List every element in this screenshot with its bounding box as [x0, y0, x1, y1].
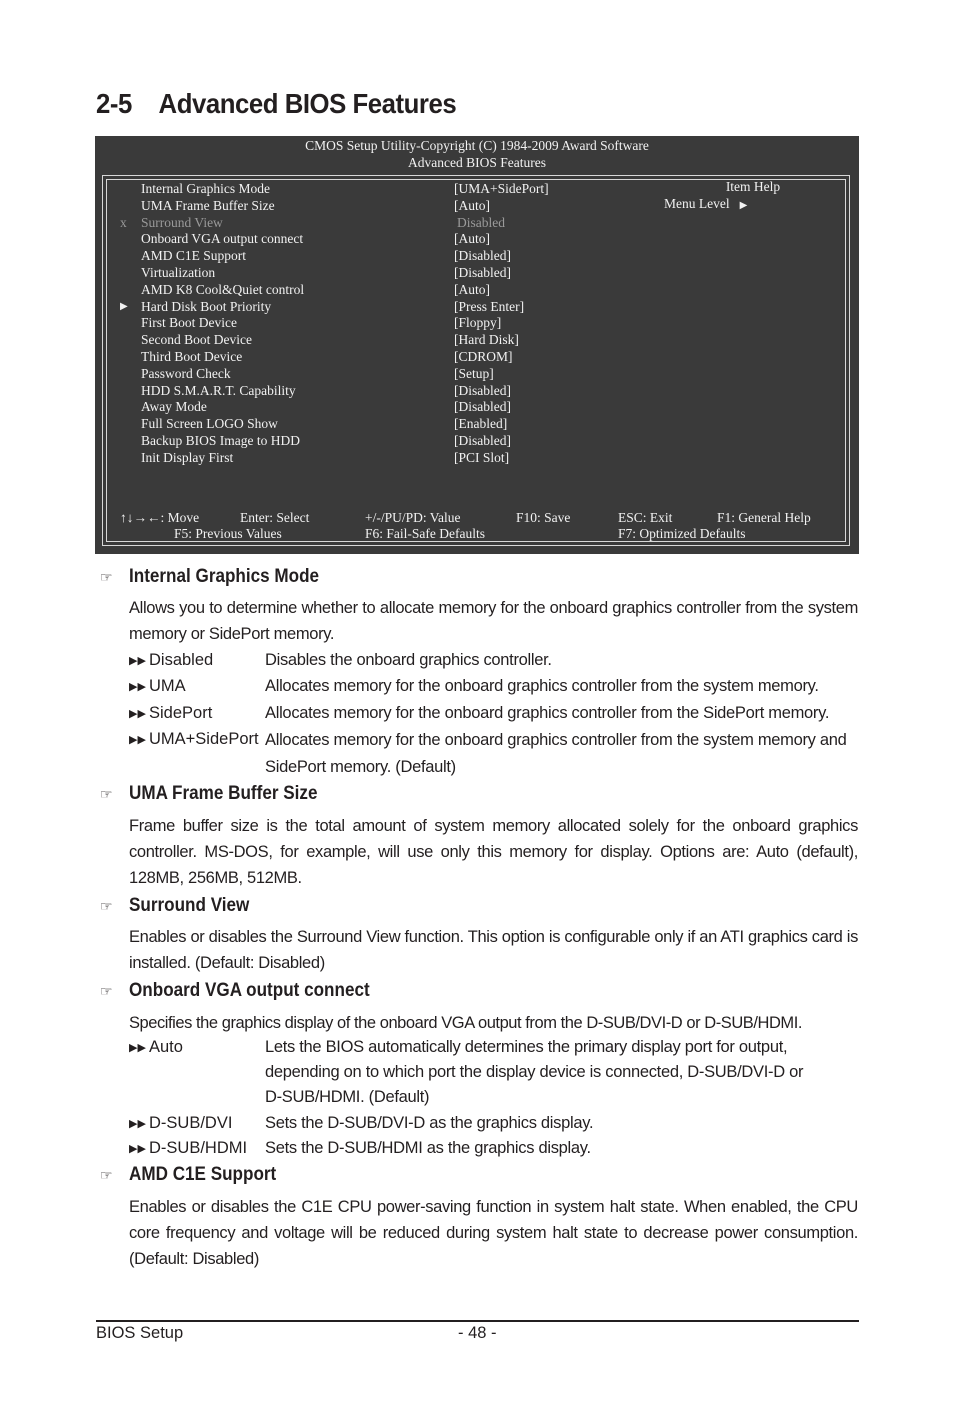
- bios-setting-value[interactable]: [Auto]: [454, 231, 490, 247]
- section-number: 2-5: [96, 88, 132, 119]
- option-description: Lets the BIOS automatically determines the primary display port for output, depending on to which port the display device is connected, D-SUB/DVI-D or D-SUB/HDMI. (Default): [265, 1038, 804, 1106]
- option-item: ▶▶ UMA+SidePort: [129, 727, 259, 753]
- internal-graphics-description: Allows you to determine whether to allocate memory for the onboard graphics controller from the system memory or SidePort memory.: [129, 599, 858, 643]
- triangle-right-icon: ▶: [739, 200, 748, 211]
- option-description: Allocates memory for the onboard graphics controller from the system memory.: [265, 677, 819, 695]
- bios-setting-value[interactable]: [Floppy]: [454, 315, 502, 331]
- bios-setting-label: Full Screen LOGO Show: [141, 416, 278, 432]
- option-description: Disables the onboard graphics controller.: [265, 651, 552, 669]
- help-menu-level-label: Menu Level: [664, 196, 730, 211]
- row-marker: x: [120, 214, 127, 230]
- pointing-hand-icon: ☞: [100, 983, 113, 999]
- key-move: ↑↓→←: Move: [120, 510, 200, 525]
- option-description: Sets the D-SUB/HDMI as the graphics display.: [265, 1139, 591, 1157]
- footer-rule: [96, 1320, 859, 1322]
- pointing-hand-icon: ☞: [100, 786, 113, 802]
- option-item: ▶▶ D-SUB/HDMI: [129, 1136, 247, 1162]
- onboard-vga-description: Specifies the graphics display of the onboard VGA output from the D-SUB/DVI-D or D-SUB/HDMI.: [129, 1014, 802, 1032]
- pointing-hand-icon: ☞: [100, 1167, 113, 1183]
- bios-setting-label: AMD K8 Cool&Quiet control: [141, 281, 305, 297]
- option-description: Sets the D-SUB/DVI-D as the graphics display.: [265, 1114, 594, 1132]
- submenu-triangle-icon: ▶: [120, 300, 128, 312]
- pointing-hand-icon: ☞: [100, 569, 113, 585]
- surround-view-description: Enables or disables the Surround View function. This option is configurable only if an ATI graphics card is installed. (Default: Disabled): [129, 928, 858, 972]
- fast-forward-icon: ▶▶: [129, 1143, 146, 1155]
- bios-setting-label: Second Boot Device: [141, 332, 252, 348]
- bios-setting-label: Password Check: [141, 365, 231, 381]
- bios-setting-value[interactable]: [PCI Slot]: [454, 449, 510, 465]
- bios-copyright: CMOS Setup Utility-Copyright (C) 1984-2009 Award Software: [305, 138, 649, 153]
- key-value: +/-/PU/PD: Value: [365, 510, 461, 525]
- bios-setting-value[interactable]: [Disabled]: [454, 382, 511, 398]
- bios-setting-value[interactable]: [UMA+SidePort]: [454, 181, 549, 196]
- bios-setting-label: HDD S.M.A.R.T. Capability: [141, 382, 296, 398]
- option-description: Allocates memory for the onboard graphics controller from the SidePort memory.: [265, 704, 830, 722]
- bios-setting-value[interactable]: [Setup]: [454, 365, 494, 381]
- bios-setting-value[interactable]: [Auto]: [454, 197, 490, 213]
- bios-setting-label: Internal Graphics Mode: [141, 181, 270, 196]
- amd-c1e-description: Enables or disables the C1E CPU power-saving function in system halt state. When enabled, the CPU core frequency and voltage will be reduced during system halt state to decrease power consumption. (Default: Disabled): [129, 1198, 858, 1268]
- pointing-hand-icon: ☞: [100, 898, 113, 914]
- option-item: ▶▶ Auto: [129, 1035, 183, 1061]
- fast-forward-icon: ▶▶: [129, 1042, 146, 1054]
- bios-setting-label: Backup BIOS Image to HDD: [141, 433, 300, 448]
- option-item: ▶▶ SidePort: [129, 701, 212, 727]
- bios-setting-value[interactable]: [Disabled]: [454, 265, 511, 280]
- option-item: ▶▶ Disabled: [129, 648, 213, 674]
- bios-setting-label: Away Mode: [141, 399, 207, 415]
- item-help-title: Item Help: [725, 179, 781, 194]
- key-enter: Enter: Select: [240, 510, 310, 525]
- bios-header: [95, 136, 859, 171]
- bios-setting-value[interactable]: [Hard Disk]: [454, 332, 519, 348]
- key-f7: F7: Optimized Defaults: [618, 526, 746, 541]
- help-menu-level: [664, 195, 747, 214]
- fast-forward-icon: ▶▶: [129, 734, 146, 746]
- key-f5: F5: Previous Values: [174, 526, 282, 541]
- bios-setting-value[interactable]: [Disabled]: [454, 399, 511, 415]
- bios-setting-label: AMD C1E Support: [141, 248, 247, 264]
- bios-setting-value[interactable]: [Press Enter]: [454, 298, 525, 314]
- bios-setting-label: Init Display First: [141, 449, 234, 465]
- bios-setting-label: Hard Disk Boot Priority: [141, 298, 272, 314]
- bios-setting-label: Surround View: [141, 214, 223, 230]
- key-f6: F6: Fail-Safe Defaults: [365, 526, 485, 541]
- bios-setting-value[interactable]: [Disabled]: [454, 433, 511, 448]
- option-item: ▶▶ D-SUB/DVI: [129, 1111, 232, 1137]
- section-title: Advanced BIOS Features: [158, 88, 457, 119]
- option-description: Allocates memory for the onboard graphics controller from the system memory and SidePort memory. (Default): [265, 731, 847, 776]
- uma-frame-buffer-description: Frame buffer size is the total amount of system memory allocated solely for the onboard graphics controller. MS-DOS, for example, will use only this memory for display. Options are: Auto (default), 128MB, 256MB, 512MB.: [129, 817, 858, 887]
- bios-screen-title: Advanced BIOS Features: [408, 155, 546, 170]
- key-f1: F1: General Help: [717, 510, 811, 525]
- bios-screen: [95, 136, 859, 554]
- fast-forward-icon: ▶▶: [129, 708, 146, 720]
- footer-page-number: - 48 -: [458, 1324, 497, 1342]
- option-item: ▶▶ UMA: [129, 674, 186, 700]
- footer-chapter: BIOS Setup: [96, 1324, 184, 1342]
- fast-forward-icon: ▶▶: [129, 655, 146, 667]
- fast-forward-icon: ▶▶: [129, 1118, 146, 1130]
- bios-setting-value[interactable]: [Auto]: [454, 281, 490, 297]
- bios-setting-value[interactable]: Disabled: [457, 214, 505, 230]
- bios-setting-label: Virtualization: [141, 265, 216, 280]
- page-title: [96, 88, 456, 120]
- bios-setting-value[interactable]: [CDROM]: [454, 349, 513, 364]
- key-f10: F10: Save: [516, 510, 571, 525]
- bios-setting-label: Third Boot Device: [141, 349, 243, 364]
- bios-setting-label: Onboard VGA output connect: [141, 231, 304, 247]
- key-esc: ESC: Exit: [618, 510, 673, 525]
- bios-setting-label: First Boot Device: [141, 315, 237, 331]
- bios-setting-value[interactable]: [Disabled]: [454, 248, 511, 264]
- bios-setting-value[interactable]: [Enabled]: [454, 416, 508, 432]
- bios-setting-label: UMA Frame Buffer Size: [141, 197, 275, 213]
- fast-forward-icon: ▶▶: [129, 681, 146, 693]
